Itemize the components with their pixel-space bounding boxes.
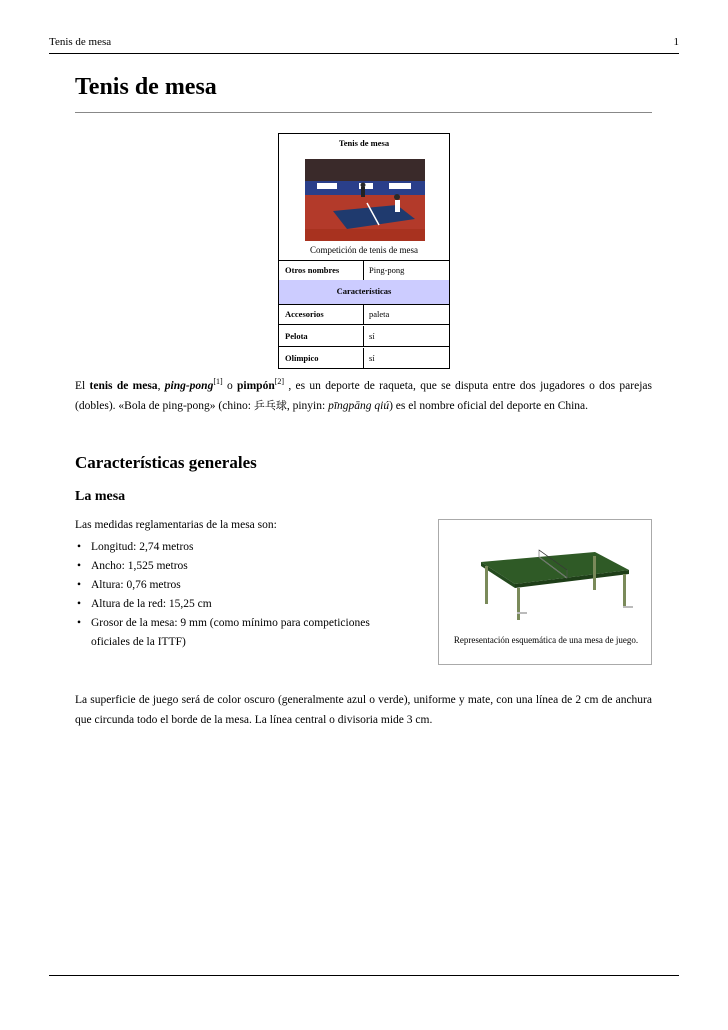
infobox-value: sí: [369, 331, 375, 341]
term-pimpon: pimpón: [237, 379, 275, 392]
section-heading: Características generales: [75, 453, 257, 472]
table-diagram: [445, 526, 645, 626]
reference-link[interactable]: [2]: [274, 377, 285, 386]
term-tenis-de-mesa: tenis de mesa: [89, 379, 158, 392]
infobox-row: [279, 348, 449, 368]
infobox-row: [279, 260, 449, 280]
infobox-key: Pelota: [285, 331, 308, 341]
list-item: • Ancho: 1,525 metros: [75, 557, 405, 576]
chinese-term: 乒乓球: [253, 398, 287, 412]
infobox-section-header: Características: [279, 280, 449, 304]
page-title: Tenis de mesa: [75, 74, 217, 100]
page-number: 1: [673, 36, 679, 48]
header-rule: [49, 53, 679, 54]
list-item: • Altura de la red: 15,25 cm: [75, 595, 405, 614]
list-item: • Altura: 0,76 metros: [75, 576, 405, 595]
infobox-key: Accesorios: [285, 309, 324, 319]
infobox-row: [279, 304, 449, 324]
list-item: • Longitud: 2,74 metros: [75, 538, 405, 557]
infobox-value: sí: [369, 353, 375, 363]
infobox-photo: [305, 159, 425, 241]
table-diagram-figure: [438, 519, 652, 665]
measurements-list: [75, 538, 405, 652]
infobox-value: Ping-pong: [369, 265, 405, 275]
infobox: [278, 133, 450, 369]
infobox-title: Tenis de mesa: [338, 138, 390, 148]
title-rule: [75, 112, 652, 113]
reference-link[interactable]: [1]: [213, 377, 223, 386]
infobox-row: [279, 326, 449, 346]
infobox-key: Olímpico: [285, 353, 319, 363]
infobox-caption: Competición de tenis de mesa: [310, 245, 418, 255]
pinyin-term: pīngpāng qiú: [328, 399, 390, 412]
intro-paragraph: El tenis de mesa, ping-pong[1] o pimpón[2] , es un deporte de raqueta, que se disputa entre dos jugadores o dos parejas (dobles). «Bola de ping-pong» (chino: 乒乓球, pinyin: pīngpāng qiú) es el nombre oficial del deporte en China.: [75, 377, 652, 412]
figure-caption: Representación esquemática de una mesa de juego.: [453, 635, 639, 645]
running-header: [49, 36, 679, 54]
list-item: • Grosor de la mesa: 9 mm (como mínimo para competiciones oficiales de la ITTF): [75, 614, 405, 652]
surface-paragraph: La superficie de juego será de color oscuro (generalmente azul o verde), uniforme y mate, con una línea de 2 cm de anchura que circunda todo el borde de la mesa. La línea central o divisoria mide 3 cm.: [75, 694, 652, 726]
list-intro: Las medidas reglamentarias de la mesa son:: [75, 519, 277, 531]
subsection-heading: La mesa: [75, 489, 126, 504]
footer-rule: [49, 975, 679, 976]
infobox-value: paleta: [369, 309, 390, 319]
term-ping-pong: ping-pong: [164, 379, 214, 392]
running-header-title: Tenis de mesa: [49, 36, 112, 48]
infobox-key: Otros nombres: [285, 265, 340, 275]
